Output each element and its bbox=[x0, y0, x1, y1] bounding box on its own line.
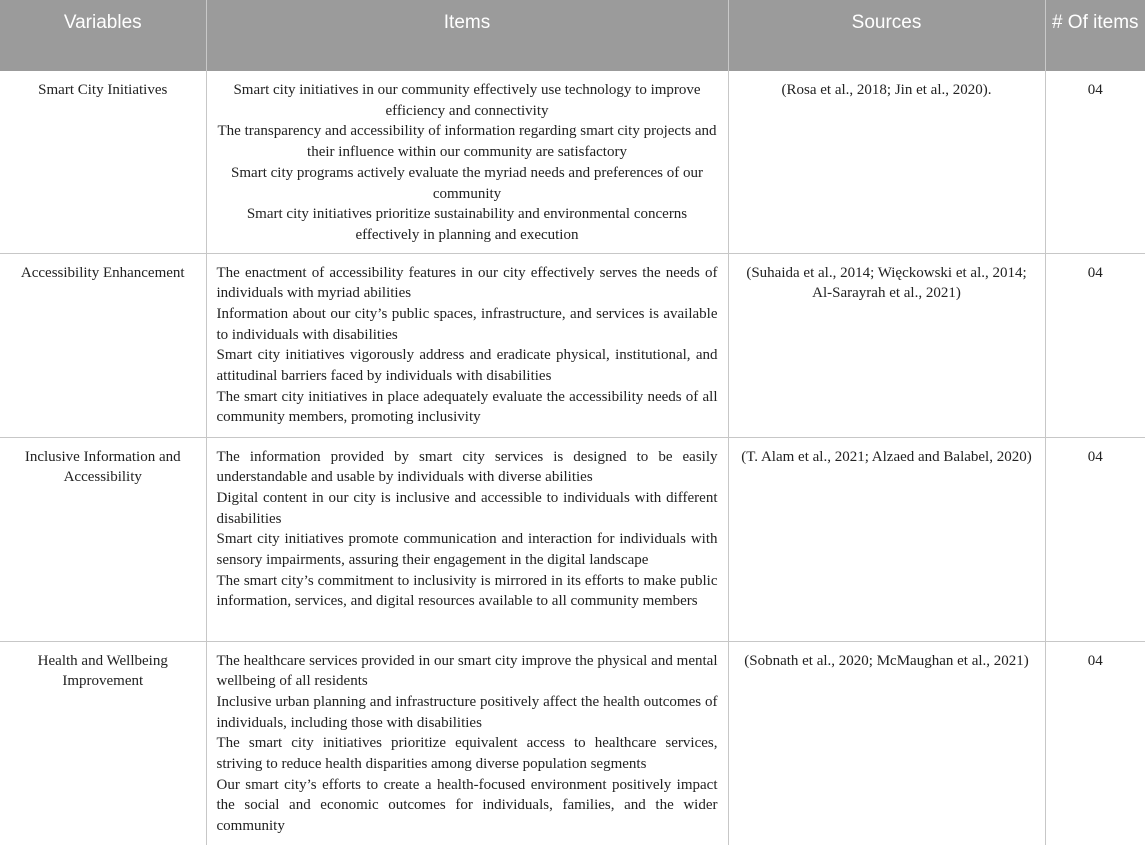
items-cell bbox=[206, 71, 728, 253]
count-cell: 04 bbox=[1087, 652, 1103, 669]
sources-cell: (Sobnath et al., 2020; McMaughan et al., 2021) bbox=[728, 641, 1045, 845]
item-text: The transparency and accessibility of information regarding smart city projects and their influence within our community are satisfactory bbox=[217, 123, 717, 161]
items-cell bbox=[206, 641, 728, 845]
header-items: Items bbox=[206, 0, 728, 71]
item-text: Smart city programs actively evaluate the myriad needs and preferences of our community bbox=[231, 164, 703, 202]
items-cell bbox=[206, 437, 728, 641]
item-text: The information provided by smart city services is designed to be easily understandable and usable by individuals with diverse abilities bbox=[216, 448, 718, 486]
item-text: Smart city initiatives promote communication and interaction for individuals with sensory impairments, assuring their engagement in the digital landscape bbox=[216, 531, 718, 569]
count-cell: 04 bbox=[1045, 71, 1145, 253]
table-row bbox=[0, 71, 1145, 253]
variable-cell: Accessibility Enhancement bbox=[0, 253, 206, 437]
item-text: Our smart city’s efforts to create a health-focused environment positively impact the social and economic outcomes for individuals, families, and the wider community bbox=[216, 776, 718, 835]
header-row bbox=[0, 0, 1145, 71]
header-count: # Of items bbox=[1045, 0, 1145, 71]
header-sources: Sources bbox=[728, 0, 1045, 71]
items-cell bbox=[206, 253, 728, 437]
table-row bbox=[0, 437, 1145, 641]
header-variables: Variables bbox=[0, 0, 206, 71]
item-text: The enactment of accessibility features in our city effectively serves the needs of individuals with myriad abilities bbox=[216, 264, 718, 302]
item-text: The smart city’s commitment to inclusivity is mirrored in its efforts to make public information, services, and digital resources available to all community members bbox=[216, 572, 718, 610]
variable-cell: Health and Wellbeing Improvement bbox=[0, 641, 206, 845]
count-cell: 04 bbox=[1045, 253, 1145, 437]
item-text: Inclusive urban planning and infrastructure positively affect the health outcomes of individuals, including those with disabilities bbox=[216, 693, 718, 731]
item-text: Smart city initiatives prioritize sustainability and environmental concerns effectively in planning and execution bbox=[246, 206, 688, 243]
item-text: Information about our city’s public spaces, infrastructure, and services is available to individuals with disabilities bbox=[216, 305, 718, 343]
sources-cell: (T. Alam et al., 2021; Alzaed and Balabel, 2020) bbox=[728, 437, 1045, 641]
table-row bbox=[0, 253, 1145, 437]
sources-cell: (Rosa et al., 2018; Jin et al., 2020). bbox=[728, 71, 1045, 253]
table-row bbox=[0, 641, 1145, 845]
item-text: The healthcare services provided in our smart city improve the physical and mental wellbeing of all residents bbox=[216, 652, 718, 690]
item-text: Smart city initiatives vigorously address and eradicate physical, institutional, and attitudinal barriers faced by individuals with disabilities bbox=[216, 347, 718, 385]
count-cell: 04 bbox=[1045, 437, 1145, 641]
item-text: Digital content in our city is inclusive and accessible to individuals with different disabilities bbox=[216, 489, 718, 527]
variable-cell: Inclusive Information and Accessibility bbox=[0, 437, 206, 641]
sources-cell: (Suhaida et al., 2014; Więckowski et al., 2014; Al-Sarayrah et al., 2021) bbox=[728, 253, 1045, 437]
item-text: The smart city initiatives prioritize equivalent access to healthcare services, striving to reduce health disparities among diverse population segments bbox=[216, 735, 718, 773]
item-text: Smart city initiatives in our community effectively use technology to improve efficiency and connectivity bbox=[233, 82, 701, 119]
variable-cell: Smart City Initiatives bbox=[0, 71, 206, 253]
item-text: The smart city initiatives in place adequately evaluate the accessibility needs of all community members, promoting inclusivity bbox=[216, 388, 718, 426]
